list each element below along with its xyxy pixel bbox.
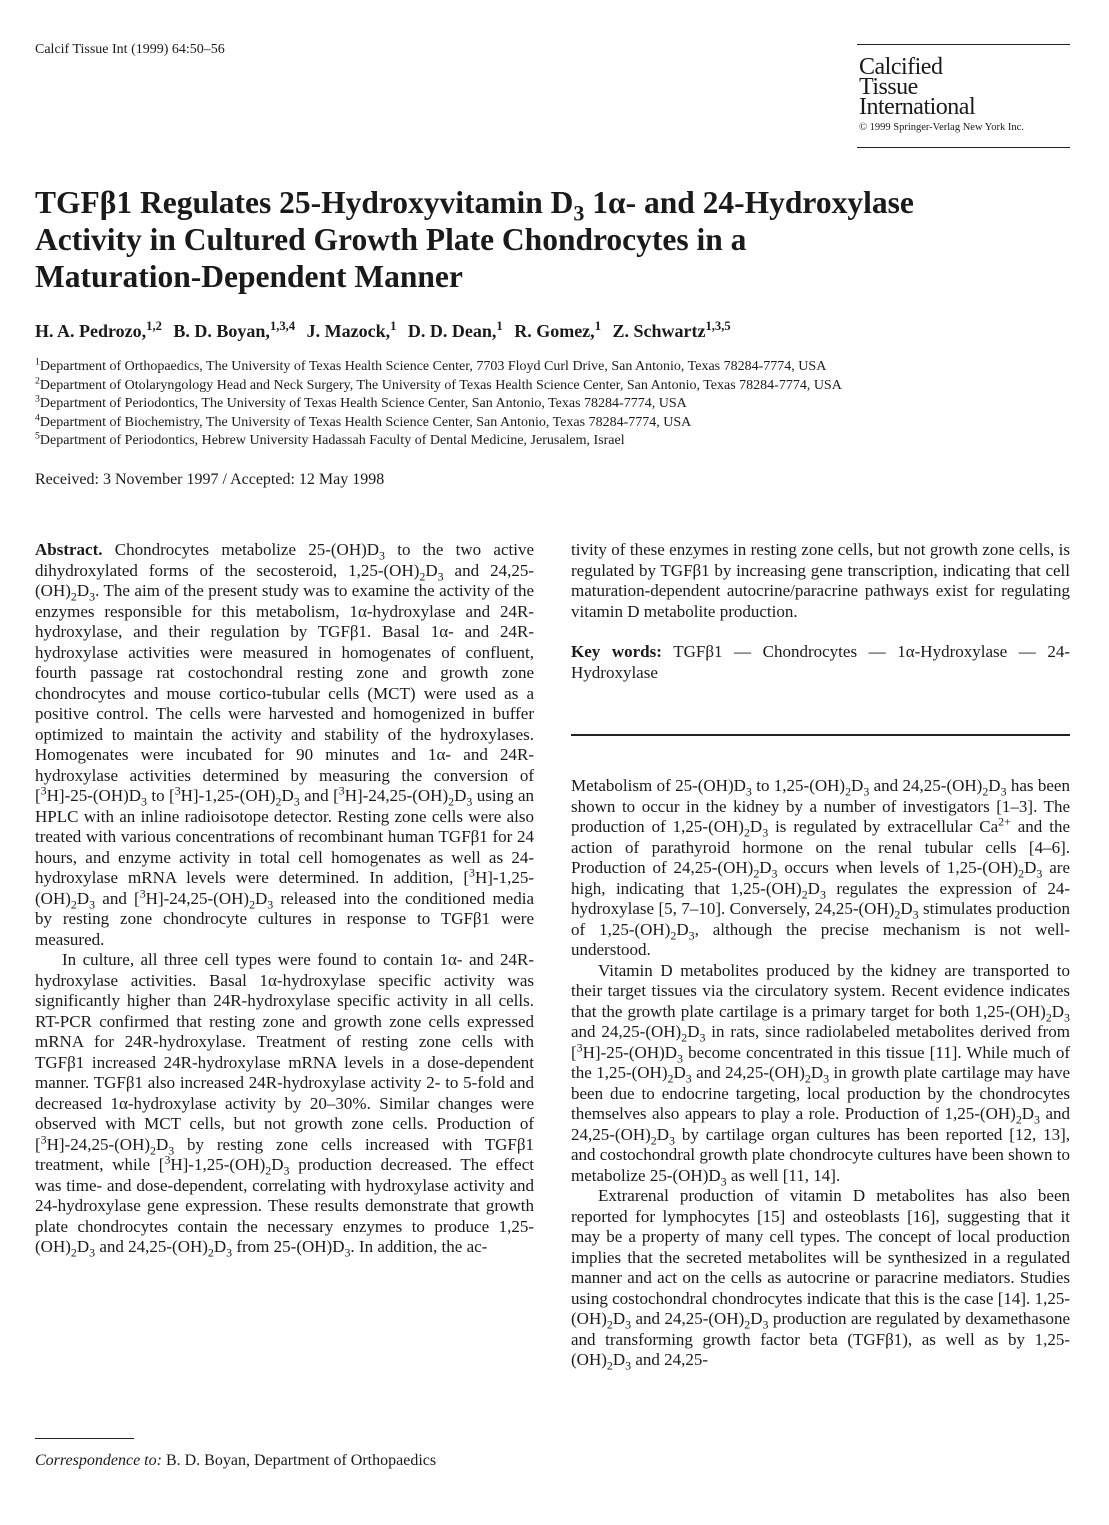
footnote-label: Correspondence to: xyxy=(35,1452,162,1469)
affiliation: $^1$Department of Orthopaedics, The University of Texas Health Science Center, 7703 Floyd Curl Drive, San Antonio, Texas 78284-7774, USA xyxy=(35,356,827,374)
title-line-1: TGFβ1 Regulates 25-Hydroxyvitamin $D_3$ 1α- and 24-Hydroxylase xyxy=(35,185,914,226)
abstract-paragraph: In culture, all three cell types were found to contain 1α- and 24R-hydroxylase activities. Basal 1α-hydroxylase specific activity was significantly higher than 24R-hydroxylase specific activity in all cells. RT-PCR confirmed that resting zone and growth zone cells expressed mRNA for 24R-hydroxylase. Treatment of resting zone cells with TGFβ1 increased 24R-hydroxylase mRNA levels in a dose-dependent manner. TGFβ1 also increased 24R-hydroxylase activity 2- to 5-fold and decreased 1α-hydroxylase activity by 20–30%. Similar changes were observed with MCT cells, but not growth zone cells. Production of $[^3H]-24,25-(OH)_2D_3$ by resting zone cells increased with TGFβ1 treatment, while $[^3H]-1,25-(OH)_2D_3$ production decreased. The effect was time- and dose-dependent, correlating with hydroxylase activity and 24-hydroxylase gene expression. These results demonstrate that growth plate chondrocytes contain the necessary enzymes to produce $1,25-(OH)_2D_3$ and $24,25-(OH)_2D_3$ from $25-(OH)D_3$. In addition, the ac- xyxy=(35,950,534,1260)
journal-logo xyxy=(857,44,1070,148)
author-list xyxy=(35,321,738,342)
logo-top-rule xyxy=(857,44,1070,45)
journal-name-line: Tissue xyxy=(859,74,918,100)
journal-citation: Calcif Tissue Int (1999) 64:50–56 xyxy=(35,42,225,57)
keywords-label: Key words: xyxy=(571,642,662,661)
author: D. D. Dean,$^1$ xyxy=(407,319,503,341)
abstract-heading: Abstract. xyxy=(35,540,103,559)
correspondence-footnote: Correspondence to: B. D. Boyan, Department of Orthopaedics xyxy=(35,1452,437,1469)
author: Z. Schwartz$^{1,3,5}$ xyxy=(612,319,731,341)
paper-title xyxy=(35,184,1075,295)
affiliation: $^4$Department of Biochemistry, The University of Texas Health Science Center, San Antonio, Texas 78284-7774, USA xyxy=(35,412,692,430)
affiliation-list xyxy=(35,358,842,451)
affiliation: $^5$Department of Periodontics, Hebrew University Hadassah Faculty of Dental Medicine, Jerusalem, Israel xyxy=(35,430,625,449)
footnote-rule xyxy=(35,1438,134,1439)
author: J. Mazock,$^1$ xyxy=(306,319,397,341)
abstract-continuation-column xyxy=(571,540,1070,683)
abstract-column xyxy=(35,540,534,1258)
keywords: Key words: TGFβ1 — Chondrocytes — 1α-Hydroxylase — 24-Hydroxylase xyxy=(571,642,1071,682)
affiliation: $^3$Department of Periodontics, The University of Texas Health Science Center, San Antonio, Texas 78284-7774, USA xyxy=(35,393,687,412)
title-line-3: Maturation-Dependent Manner xyxy=(35,259,463,294)
body-paragraph: Metabolism of $25-(OH)D_3$ to $1,25-(OH)_2D_3$ and $24,25-(OH)_2D_3$ has been shown to occur in the kidney by a number of investigators [1–3]. The production of $1,25-(OH)_2D_3$ is regulated by extracellular $Ca^{2+}$ and the action of parathyroid hormone on the renal tubular cells [4–6]. Production of $24,25-(OH)_2D_3$ occurs when levels of $1,25-(OH)_2D_3$ are high, indicating that $1,25-(OH)_2D_3$ regulates the expression of 24-hydroxylase [5, 7–10]. Conversely, $24,25-(OH)_2D_3$ stimulates production of $1,25-(OH)_2D_3$, although the precise mechanism is not well-understood. xyxy=(571,776,1071,959)
section-divider xyxy=(571,734,1070,736)
received-accepted-dates: Received: 3 November 1997 / Accepted: 12 May 1998 xyxy=(35,471,385,488)
body-column xyxy=(571,776,1070,1371)
journal-name-line: International xyxy=(859,94,976,120)
author: B. D. Boyan,$^{1,3,4}$ xyxy=(173,319,296,341)
logo-bottom-rule xyxy=(857,147,1070,148)
affiliation: $^2$Department of Otolaryngology Head and Neck Surgery, The University of Texas Health Science Center, San Antonio, Texas 78284-7774, USA xyxy=(35,374,842,393)
journal-name-line: Calcified xyxy=(859,54,943,80)
journal-name xyxy=(859,54,1070,120)
author: H. A. Pedrozo,$^{1,2}$ xyxy=(35,319,162,341)
title-line-2: Activity in Cultured Growth Plate Chondrocytes in a xyxy=(35,222,747,257)
body-paragraph: Extrarenal production of vitamin D metabolites has also been reported for lymphocytes [15] and osteoblasts [16], suggesting that it may be a property of many cell types. The concept of local production implies that the secreted metabolites will be synthesized in a regulated manner and act on the cells as autocrine or paracrine mediators. Studies using costochondral chondrocytes indicate that this is the case [14]. $1,25-(OH)_2D_3$ and $24,25-(OH)_2D_3$ production are regulated by dexamethasone and transforming growth factor beta (TGFβ1), as well as by $1,25-(OH)_2D_3$ and 24,25- xyxy=(571,1186,1070,1373)
abstract-paragraph: Abstract. Chondrocytes metabolize $25-(OH)D_3$ to the two active dihydroxylated forms of the secosteroid, $1,25-(OH)_2D_3$ and $24,25-(OH)_2D_3$. The aim of the present study was to examine the activity of the enzymes responsible for this metabolism, 1α-hydroxylase and 24R-hydroxylase, and their regulation by TGFβ1. Basal 1α- and 24R-hydroxylase activities were measured in homogenates of confluent, fourth passage rat costochondral resting zone and growth zone chondrocytes and mouse cortico-tubular cells (MCT) were used as a positive control. The cells were harvested and homogenized in buffer optimized to maintain the activity and stability of the hydroxylases. Homogenates were incubated for 90 minutes and 1α- and 24R-hydroxylase activities determined by measuring the conversion of $[^3H]-25-(OH)D_3$ to $[^3H]-1,25-(OH)_2D_3$ and $[^3H]-24,25-(OH)_2D_3$ using an HPLC with an inline radioisotope detector. Resting zone cells were also treated with various concentrations of recombinant human TGFβ1 for 24 hours, and enzyme activity in total cell homogenates as well as 24-hydroxylase mRNA levels were determined. In addition, $[^3H]-1,25-(OH)_2D_3$ and $[^3H]-24,25-(OH)_2D_3$ released into the conditioned media by resting zone chondrocyte cultures in response to TGFβ1 were measured. xyxy=(35,540,534,949)
author: R. Gomez,$^1$ xyxy=(514,319,601,341)
copyright-notice: © 1999 Springer-Verlag New York Inc. xyxy=(859,122,1024,133)
body-paragraph: Vitamin D metabolites produced by the kidney are transported to their target tissues via the circulatory system. Recent evidence indicates that the growth plate cartilage is a primary target for both $1,25-(OH)_2D_3$ and $24,25-(OH)_2D_3$ in rats, since radiolabeled metabolites derived from $[^3H]-25-(OH)D_3$ become concentrated in this tissue [11]. While much of the $1,25-(OH)_2D_3$ and $24,25-(OH)_2D_3$ in growth plate cartilage may have been due to endocrine targeting, local production by the chondrocytes themselves also appears to play a role. Production of $1,25-(OH)_2D_3$ and $24,25-(OH)_2D_3$ by cartilage organ cultures has been reported [12, 13], and costochondral growth plate chondrocyte cultures have been shown to metabolize $25-(OH)D_3$ as well [11, 14]. xyxy=(571,960,1071,1188)
abstract-paragraph: tivity of these enzymes in resting zone cells, but not growth zone cells, is regulated by TGFβ1 by increasing gene transcription, indicating that cell maturation-dependent autocrine/paracrine pathways exist for regulating vitamin D metabolite production. xyxy=(571,540,1070,621)
